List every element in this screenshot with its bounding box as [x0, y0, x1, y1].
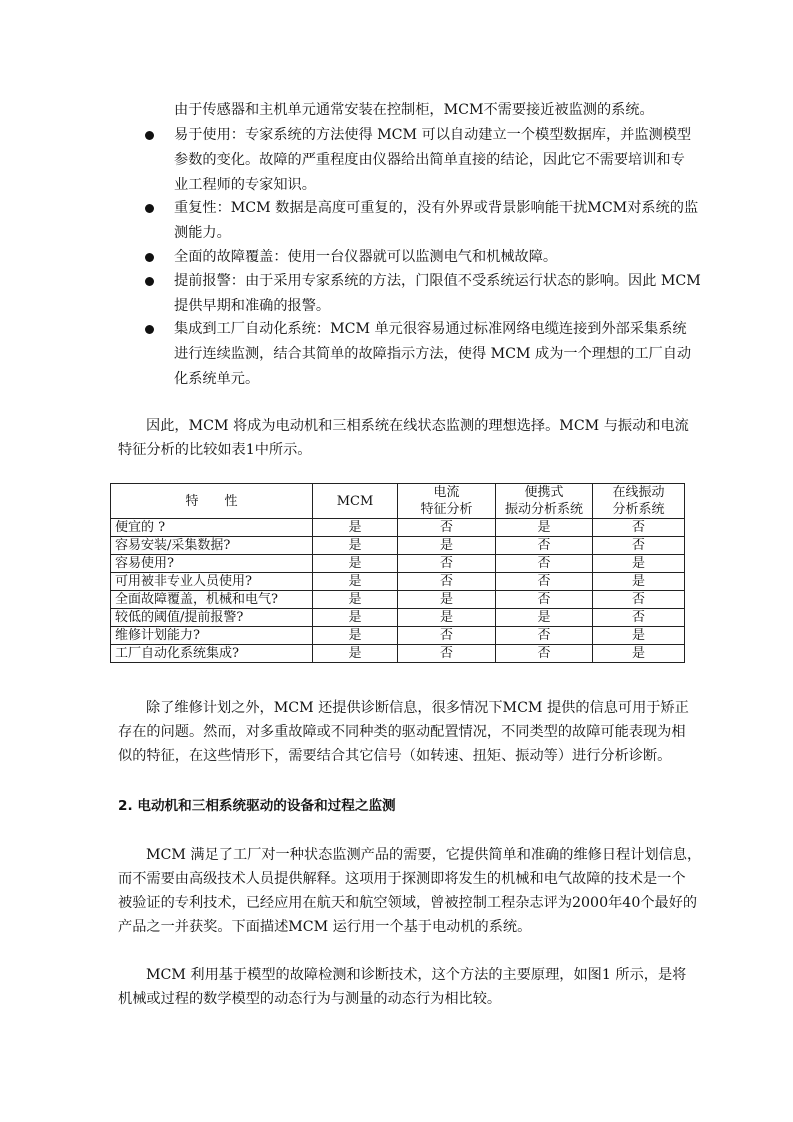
table-row [111, 609, 685, 627]
table-cell: 是 [593, 573, 685, 591]
paragraph-2-line-2: 存在的问题。然而，对多重故障或不同种类的驱动配置情况，不同类型的故障可能表现为相 [118, 724, 686, 740]
bullet-4-line-2: 提供早期和准确的报警。 [174, 298, 331, 314]
table-cell: 便宜的 ? [111, 519, 313, 537]
table-cell: 是 [593, 627, 685, 645]
table-cell: 是 [313, 627, 398, 645]
paragraph-3-line-3: 被验证的专利技术，已经应用在航天和航空领域，曾被控制工程杂志评为2000年40个最好的 [118, 895, 698, 911]
table-cell: 容易安装/采集数据? [111, 537, 313, 555]
bullet-dot [145, 204, 154, 213]
header-feature: 特 性 [111, 484, 313, 519]
table-cell: 是 [313, 609, 398, 627]
table-cell: 否 [593, 519, 685, 537]
table-cell: 是 [496, 519, 593, 537]
table-cell: 是 [313, 537, 398, 555]
table-cell: 否 [496, 627, 593, 645]
table-row [111, 627, 685, 645]
bullet-dot [145, 253, 154, 262]
bullet-1-line-2: 参数的变化。故障的严重程度由仪器给出简单直接的结论，因此它不需要培训和专 [174, 152, 685, 168]
bullet-3-line-1: 全面的故障覆盖：使用一台仪器就可以监测电气和机械故障。 [174, 249, 558, 265]
table-cell: 是 [398, 537, 496, 555]
bullet-5-line-1: 集成到工厂自动化系统：MCM 单元很容易通过标准网络电缆连接到外部采集系统 [174, 321, 687, 337]
table-row [111, 519, 685, 537]
table-cell: 否 [398, 645, 496, 663]
table-cell: 否 [496, 591, 593, 609]
table-cell: 较低的阈值/提前报警? [111, 609, 313, 627]
paragraph-1-line-1: 因此，MCM 将成为电动机和三相系统在线状态监测的理想选择。MCM 与振动和电流 [146, 418, 689, 434]
table-cell: 是 [313, 591, 398, 609]
paragraph-4-line-2: 机械或过程的数学模型的动态行为与测量的动态行为相比较。 [118, 991, 502, 1007]
table-cell: 否 [398, 627, 496, 645]
table-cell: 是 [398, 591, 496, 609]
header-online-vibration: 在线振动 分析系统 [593, 484, 685, 519]
table-cell: 容易使用? [111, 555, 313, 573]
table-cell: 否 [593, 537, 685, 555]
comparison-table [110, 483, 685, 663]
paragraph-1-line-2: 特征分析的比较如表1中所示。 [118, 442, 312, 458]
bullet-5-line-2: 进行连续监测，结合其简单的故障指示方法，使得 MCM 成为一个理想的工厂自动 [174, 346, 692, 362]
paragraph-3-line-2: 而不需要由高级技术人员提供解释。这项用于探测即将发生的机械和电气故障的技术是一个 [118, 871, 686, 887]
bullet-dot [145, 131, 154, 140]
table-cell: 否 [496, 555, 593, 573]
table-cell: 工厂自动化系统集成? [111, 645, 313, 663]
bullet-dot [145, 277, 154, 286]
bullet-1-line-3: 业工程师的专家知识。 [174, 177, 316, 193]
paragraph-3-line-4: 产品之一并获奖。下面描述MCM 运行用一个基于电动机的系统。 [118, 919, 532, 935]
bullet-2-line-1: 重复性：MCM 数据是高度可重复的，没有外界或背景影响能干扰MCM对系统的监 [174, 200, 699, 216]
table-cell: 否 [398, 573, 496, 591]
table-cell: 否 [496, 537, 593, 555]
table-cell: 否 [496, 573, 593, 591]
table-cell: 可用被非专业人员使用? [111, 573, 313, 591]
table-cell: 全面故障覆盖，机械和电气? [111, 591, 313, 609]
intro-line: 由于传感器和主机单元通常安装在控制柜，MCM不需要接近被监测的系统。 [174, 102, 654, 118]
table-cell: 是 [313, 555, 398, 573]
bullet-dot [145, 325, 154, 334]
table-cell: 是 [313, 519, 398, 537]
table-cell: 否 [593, 591, 685, 609]
table-cell: 是 [398, 609, 496, 627]
paragraph-4-line-1: MCM 利用基于模型的故障检测和诊断技术，这个方法的主要原理，如图1 所示，是将 [146, 967, 687, 983]
table-cell: 维修计划能力? [111, 627, 313, 645]
table-header-row [111, 484, 685, 519]
table-cell: 否 [398, 555, 496, 573]
table-row [111, 555, 685, 573]
bullet-5-line-3: 化系统单元。 [174, 371, 260, 387]
paragraph-3-line-1: MCM 满足了工厂对一种状态监测产品的需要，它提供简单和准确的维修日程计划信息， [146, 847, 702, 863]
paragraph-2-line-1: 除了维修计划之外，MCM 还提供诊断信息，很多情况下MCM 提供的信息可用于矫正 [146, 700, 689, 716]
table-cell: 是 [313, 645, 398, 663]
table-row [111, 591, 685, 609]
table-row [111, 537, 685, 555]
table-cell: 是 [313, 573, 398, 591]
table-cell: 是 [593, 645, 685, 663]
table-cell: 是 [593, 555, 685, 573]
bullet-2-line-2: 测能力。 [174, 225, 231, 241]
paragraph-2-line-3: 似的特征，在这些情形下，需要结合其它信号（如转速、扭矩、振动等）进行分析诊断。 [118, 748, 672, 764]
bullet-4-line-1: 提前报警：由于采用专家系统的方法，门限值不受系统运行状态的影响。因此 MCM [174, 273, 701, 289]
header-mcm: MCM [313, 484, 398, 519]
table-cell: 否 [496, 645, 593, 663]
header-portable-vibration: 便携式 振动分析系统 [496, 484, 593, 519]
table-row [111, 573, 685, 591]
bullet-1-line-1: 易于使用：专家系统的方法使得 MCM 可以自动建立一个模型数据库，并监测模型 [174, 127, 692, 143]
table-row [111, 645, 685, 663]
section-heading: 2. 电动机和三相系统驱动的设备和过程之监测 [118, 798, 396, 814]
table-cell: 是 [496, 609, 593, 627]
table-cell: 否 [593, 609, 685, 627]
table-cell: 否 [398, 519, 496, 537]
header-current-analysis: 电流 特征分析 [398, 484, 496, 519]
